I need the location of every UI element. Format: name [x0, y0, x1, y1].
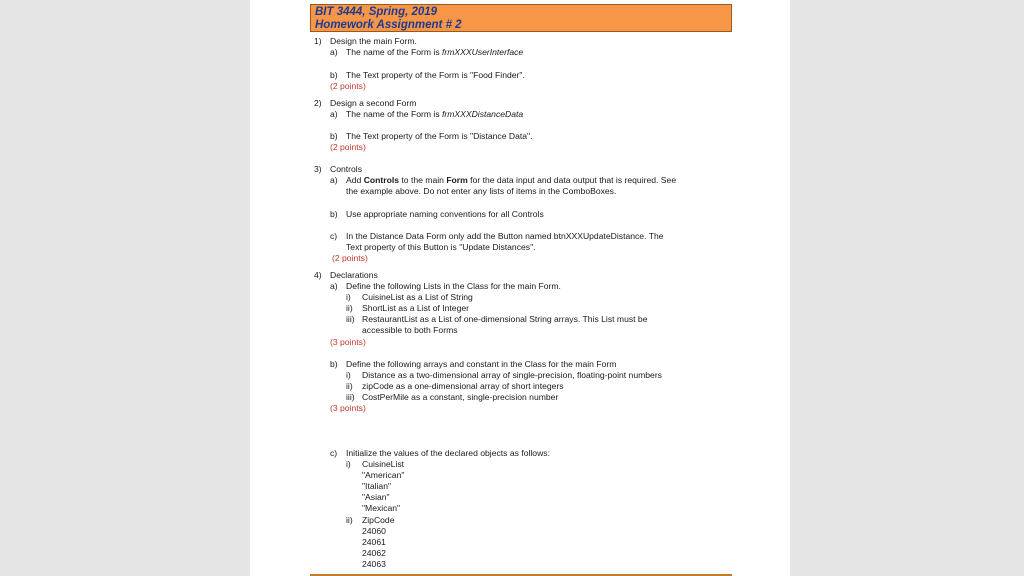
- q2-title: Design a second Form: [330, 98, 417, 108]
- q4-a-label: a): [330, 281, 338, 291]
- q2-b-text: The Text property of the Form is "Distance Data".: [346, 131, 533, 141]
- q2-form-name: frmXXXDistanceData: [442, 109, 524, 119]
- q4-b-item-label: i): [346, 370, 351, 380]
- q3-b-label: b): [330, 209, 338, 219]
- q4-a-points: (3 points): [330, 337, 366, 347]
- q4-c-ii-text: ZipCode: [362, 515, 395, 525]
- q3-a-text: Add Controls to the main Form for the data input and data output that is required. See: [346, 175, 677, 185]
- course-title: BIT 3444, Spring, 2019: [315, 6, 438, 18]
- q3-number: 3): [314, 164, 322, 174]
- assignment-title: Homework Assignment # 2: [315, 19, 462, 31]
- q1-form-name: frmXXXUserInterface: [442, 47, 524, 57]
- zipcode-value: 24063: [362, 559, 386, 569]
- q2-number: 2): [314, 98, 322, 108]
- q3-a-label: a): [330, 175, 338, 185]
- q4-a-item-label: ii): [346, 303, 353, 313]
- q3-c-label: c): [330, 231, 338, 241]
- q2-a-text: The name of the Form is frmXXXDistanceData: [346, 109, 524, 119]
- q1-number: 1): [314, 36, 322, 46]
- q2-a-label: a): [330, 109, 338, 119]
- q1-points: (2 points): [330, 81, 366, 91]
- q4-b-item-label: iii): [346, 392, 355, 402]
- q4-a-item-text: CuisineList as a List of String: [362, 292, 473, 302]
- assignment-header: [310, 4, 732, 32]
- q4-b-label: b): [330, 359, 338, 369]
- q3-c-text-cont: Text property of this Button is "Update Distances".: [346, 242, 536, 252]
- cuisine-value: "Asian": [362, 492, 390, 502]
- q2-b-label: b): [330, 131, 338, 141]
- q4-c-i-text: CuisineList: [362, 459, 405, 469]
- q4-title: Declarations: [330, 270, 378, 280]
- q3-points: (2 points): [332, 253, 368, 263]
- q1-b-label: b): [330, 70, 338, 80]
- q4-c-ii-label: ii): [346, 515, 353, 525]
- q4-b-item-text: zipCode as a one-dimensional array of short integers: [362, 381, 564, 391]
- q4-b-text: Define the following arrays and constant in the Class for the main Form: [346, 359, 617, 369]
- q4-a-item-text-cont: accessible to both Forms: [362, 325, 458, 335]
- q2-points: (2 points): [330, 142, 366, 152]
- q4-a-text: Define the following Lists in the Class for the main Form.: [346, 281, 561, 291]
- cuisine-value: "Italian": [362, 481, 392, 491]
- q4-a-item-label: i): [346, 292, 351, 302]
- q3-b-text: Use appropriate naming conventions for all Controls: [346, 209, 544, 219]
- q4-b-item-text: CostPerMile as a constant, single-precision number: [362, 392, 559, 402]
- q4-a-item-text: RestaurantList as a List of one-dimensional String arrays. This List must be: [362, 314, 648, 324]
- q3-title: Controls: [330, 164, 362, 174]
- q1-b-text: The Text property of the Form is "Food Finder".: [346, 70, 525, 80]
- q4-number: 4): [314, 270, 322, 280]
- q3-c-text: In the Distance Data Form only add the Button named btnXXXUpdateDistance. The: [346, 231, 664, 241]
- q4-c-text: Initialize the values of the declared objects as follows:: [346, 448, 550, 458]
- q4-a-item-text: ShortList as a List of Integer: [362, 303, 470, 313]
- q4-a-item-label: iii): [346, 314, 355, 324]
- q4-b-item-text: Distance as a two-dimensional array of single-precision, floating-point numbers: [362, 370, 662, 380]
- q4-b-points: (3 points): [330, 403, 366, 413]
- q1-a-text: The name of the Form is frmXXXUserInterface: [346, 47, 524, 57]
- q3-a-text-cont: the example above. Do not enter any lists of items in the ComboBoxes.: [346, 186, 617, 196]
- zipcode-value: 24062: [362, 548, 386, 558]
- q4-c-i-label: i): [346, 459, 351, 469]
- cuisine-value: "American": [362, 470, 405, 480]
- cuisine-value: "Mexican": [362, 503, 401, 513]
- zipcode-value: 24060: [362, 526, 386, 536]
- q4-b-item-label: ii): [346, 381, 353, 391]
- document-page: [250, 0, 790, 576]
- zipcode-value: 24061: [362, 537, 386, 547]
- q1-a-label: a): [330, 47, 338, 57]
- q1-title: Design the main Form.: [330, 36, 417, 46]
- q4-c-label: c): [330, 448, 338, 458]
